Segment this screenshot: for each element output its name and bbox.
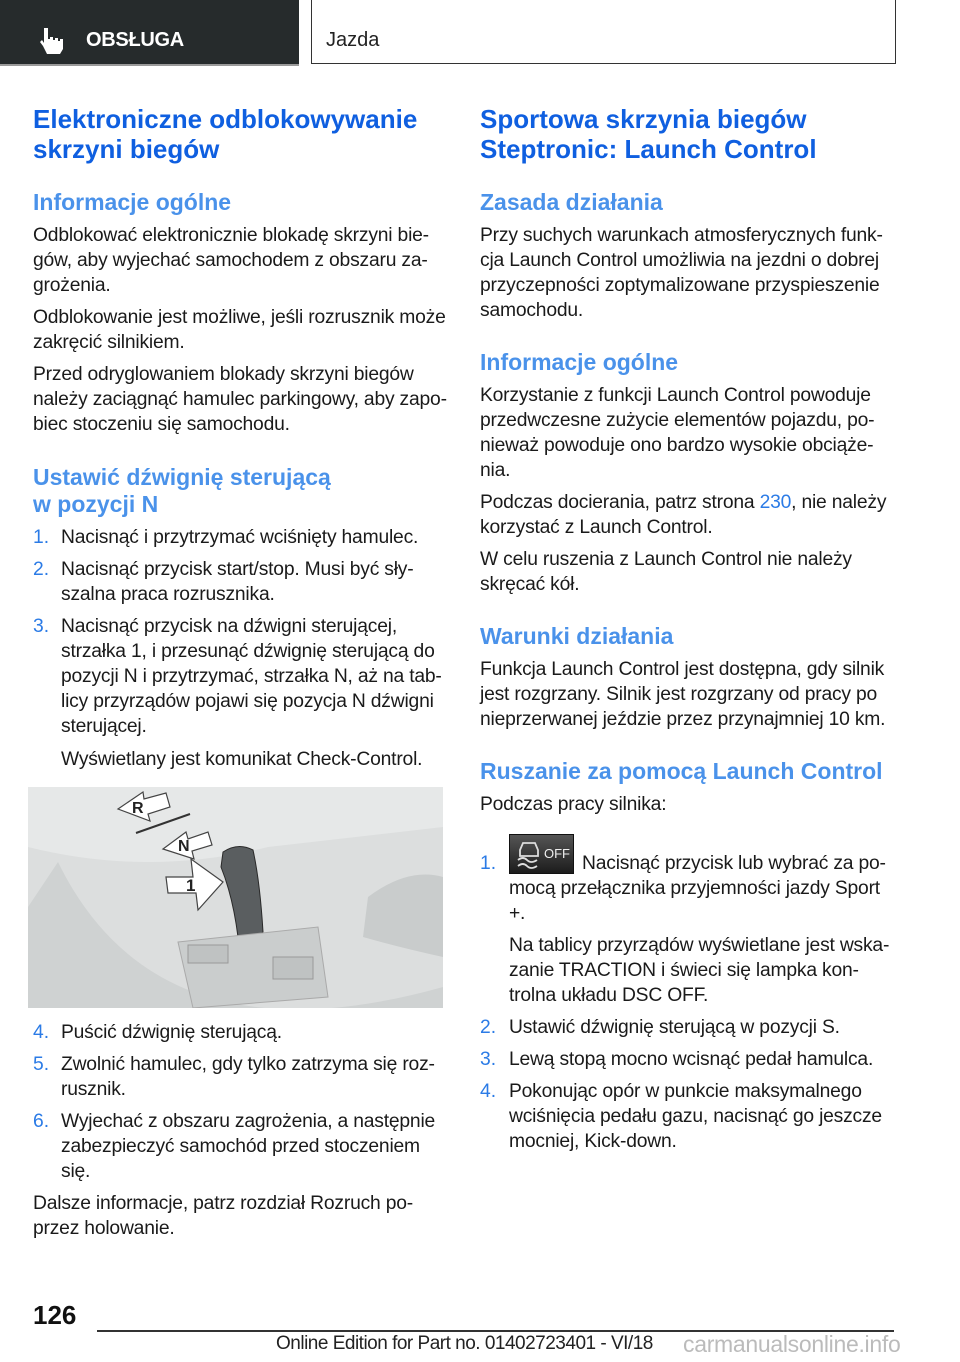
paragraph: Odblokować elektronicznie blokadę skrzyni bie- gów, aby wyjechać samochodem z obszaru za- grożenia. — [33, 225, 429, 296]
step-number: 1. — [480, 853, 497, 874]
step-number: 4. — [480, 1081, 497, 1102]
page-link[interactable]: 230 — [759, 492, 792, 513]
step-text: Ustawić dźwignię sterującą w pozycji S. — [509, 1017, 840, 1038]
page-number: 126 — [33, 1300, 77, 1330]
label-r: R — [132, 800, 144, 817]
step-text: Lewą stopą mocno wcisnąć pedał hamulca. — [509, 1049, 874, 1070]
step-text: Puścić dźwignię sterującą. — [61, 1022, 282, 1043]
step-text: mocą przełącznika przyjemności jazdy Sport +. — [509, 878, 880, 924]
step-text: Pokonując opór w punkcie maksymalnego wciśnięcia pedału gazu, nacisnąć go jeszcze mocniej, Kick-down. — [509, 1081, 882, 1152]
section-tab — [0, 0, 299, 66]
label-n: N — [178, 838, 190, 855]
paragraph: W celu ruszenia z Launch Control nie należy skręcać kół. — [480, 549, 852, 595]
section-title: Elektroniczne odblokowywanie skrzyni biegów — [33, 104, 418, 164]
subheading: Ustawić dźwignię sterującą w pozycji N — [33, 464, 331, 517]
text: Podczas docierania, patrz strona — [480, 492, 760, 513]
paragraph — [480, 490, 886, 540]
paragraph: Przy suchych warunkach atmosferycznych funk- cja Launch Control umożliwia na jezdni o dobrej przyczepności zoptymalizowane przyspieszenie samochodu. — [480, 225, 883, 321]
section-title: Sportowa skrzynia biegów Steptronic: Launch Control — [480, 104, 817, 164]
subheading: Informacje ogólne — [480, 349, 679, 375]
chapter-tab — [311, 0, 896, 64]
pointing-hand-icon — [40, 28, 64, 54]
paragraph: Dalsze informacje, patrz rozdział Rozruch po- przez holowanie. — [33, 1193, 413, 1239]
chapter-label: Jazda — [326, 29, 380, 51]
step-number: 2. — [33, 559, 50, 580]
step-number: 3. — [480, 1049, 497, 1070]
subheading: Ruszanie za pomocą Launch Control — [480, 758, 883, 784]
watermark: carmanualsonline.info — [683, 1331, 901, 1357]
dsc-off-button-icon — [509, 834, 574, 874]
subheading: Zasada działania — [480, 189, 663, 215]
step-text: Nacisnąć i przytrzymać wciśnięty hamulec. — [61, 527, 419, 548]
step-text: Nacisnąć przycisk lub wybrać za po- — [582, 853, 886, 874]
section-label: OBSŁUGA — [86, 29, 184, 51]
step-number: 1. — [33, 527, 50, 548]
edition-text: Online Edition for Part no. 01402723401 - VI/18 — [276, 1333, 653, 1354]
paragraph: Przed odryglowaniem blokady skrzyni biegów należy zaciągnąć hamulec parkingowy, aby zapo- biec stoczeniu się samochodu. — [33, 364, 447, 435]
dsc-off-label: OFF — [544, 846, 570, 861]
step-number: 6. — [33, 1111, 50, 1132]
text: , nie należy korzystać z Launch Control. — [480, 492, 887, 538]
paragraph: Korzystanie z funkcji Launch Control powoduje przedwczesne zużycie elementów pojazdu, po- nieważ powoduje ono bardzo wysokie obciąże- nia. — [480, 385, 875, 481]
step-number: 5. — [33, 1054, 50, 1075]
paragraph: Funkcja Launch Control jest dostępna, gdy silnik jest rozgrzany. Silnik jest rozgrzany od pracy po nieprzerwanej jeździe przez przynajmniej 10 km. — [480, 659, 886, 730]
subheading: Warunki działania — [480, 623, 674, 649]
label-1: 1 — [186, 876, 196, 895]
step-note: Wyświetlany jest komunikat Check-Control. — [61, 749, 423, 770]
paragraph: Podczas pracy silnika: — [480, 794, 667, 815]
step-number: 3. — [33, 616, 50, 637]
step-text: Nacisnąć przycisk start/stop. Musi być sły- szalna praca rozrusznika. — [61, 559, 414, 605]
step-text: Wyjechać z obszaru zagrożenia, a następnie zabezpieczyć samochód przed stoczeniem się. — [61, 1111, 436, 1182]
step-number: 4. — [33, 1022, 50, 1043]
step-number: 2. — [480, 1017, 497, 1038]
step-text: Nacisnąć przycisk na dźwigni sterującej, strzałka 1, i przesunąć dźwignię sterującą do pozycji N i przytrzymać, strzałka N, aż na tab- licy przyrządów pojawi się pozycja N dźwigni sterującej. — [61, 616, 442, 737]
subheading: Informacje ogólne — [33, 189, 232, 215]
paragraph: Odblokowanie jest możliwe, jeśli rozrusznik może zakręcić silnikiem. — [33, 307, 446, 353]
step-text: Zwolnić hamulec, gdy tylko zatrzyma się roz- rusznik. — [61, 1054, 435, 1100]
gear-selector-figure — [28, 787, 443, 1008]
step-note: Na tablicy przyrządów wyświetlane jest wska- zanie TRACTION i świeci się lampka kon- trolna układu DSC OFF. — [509, 935, 890, 1006]
